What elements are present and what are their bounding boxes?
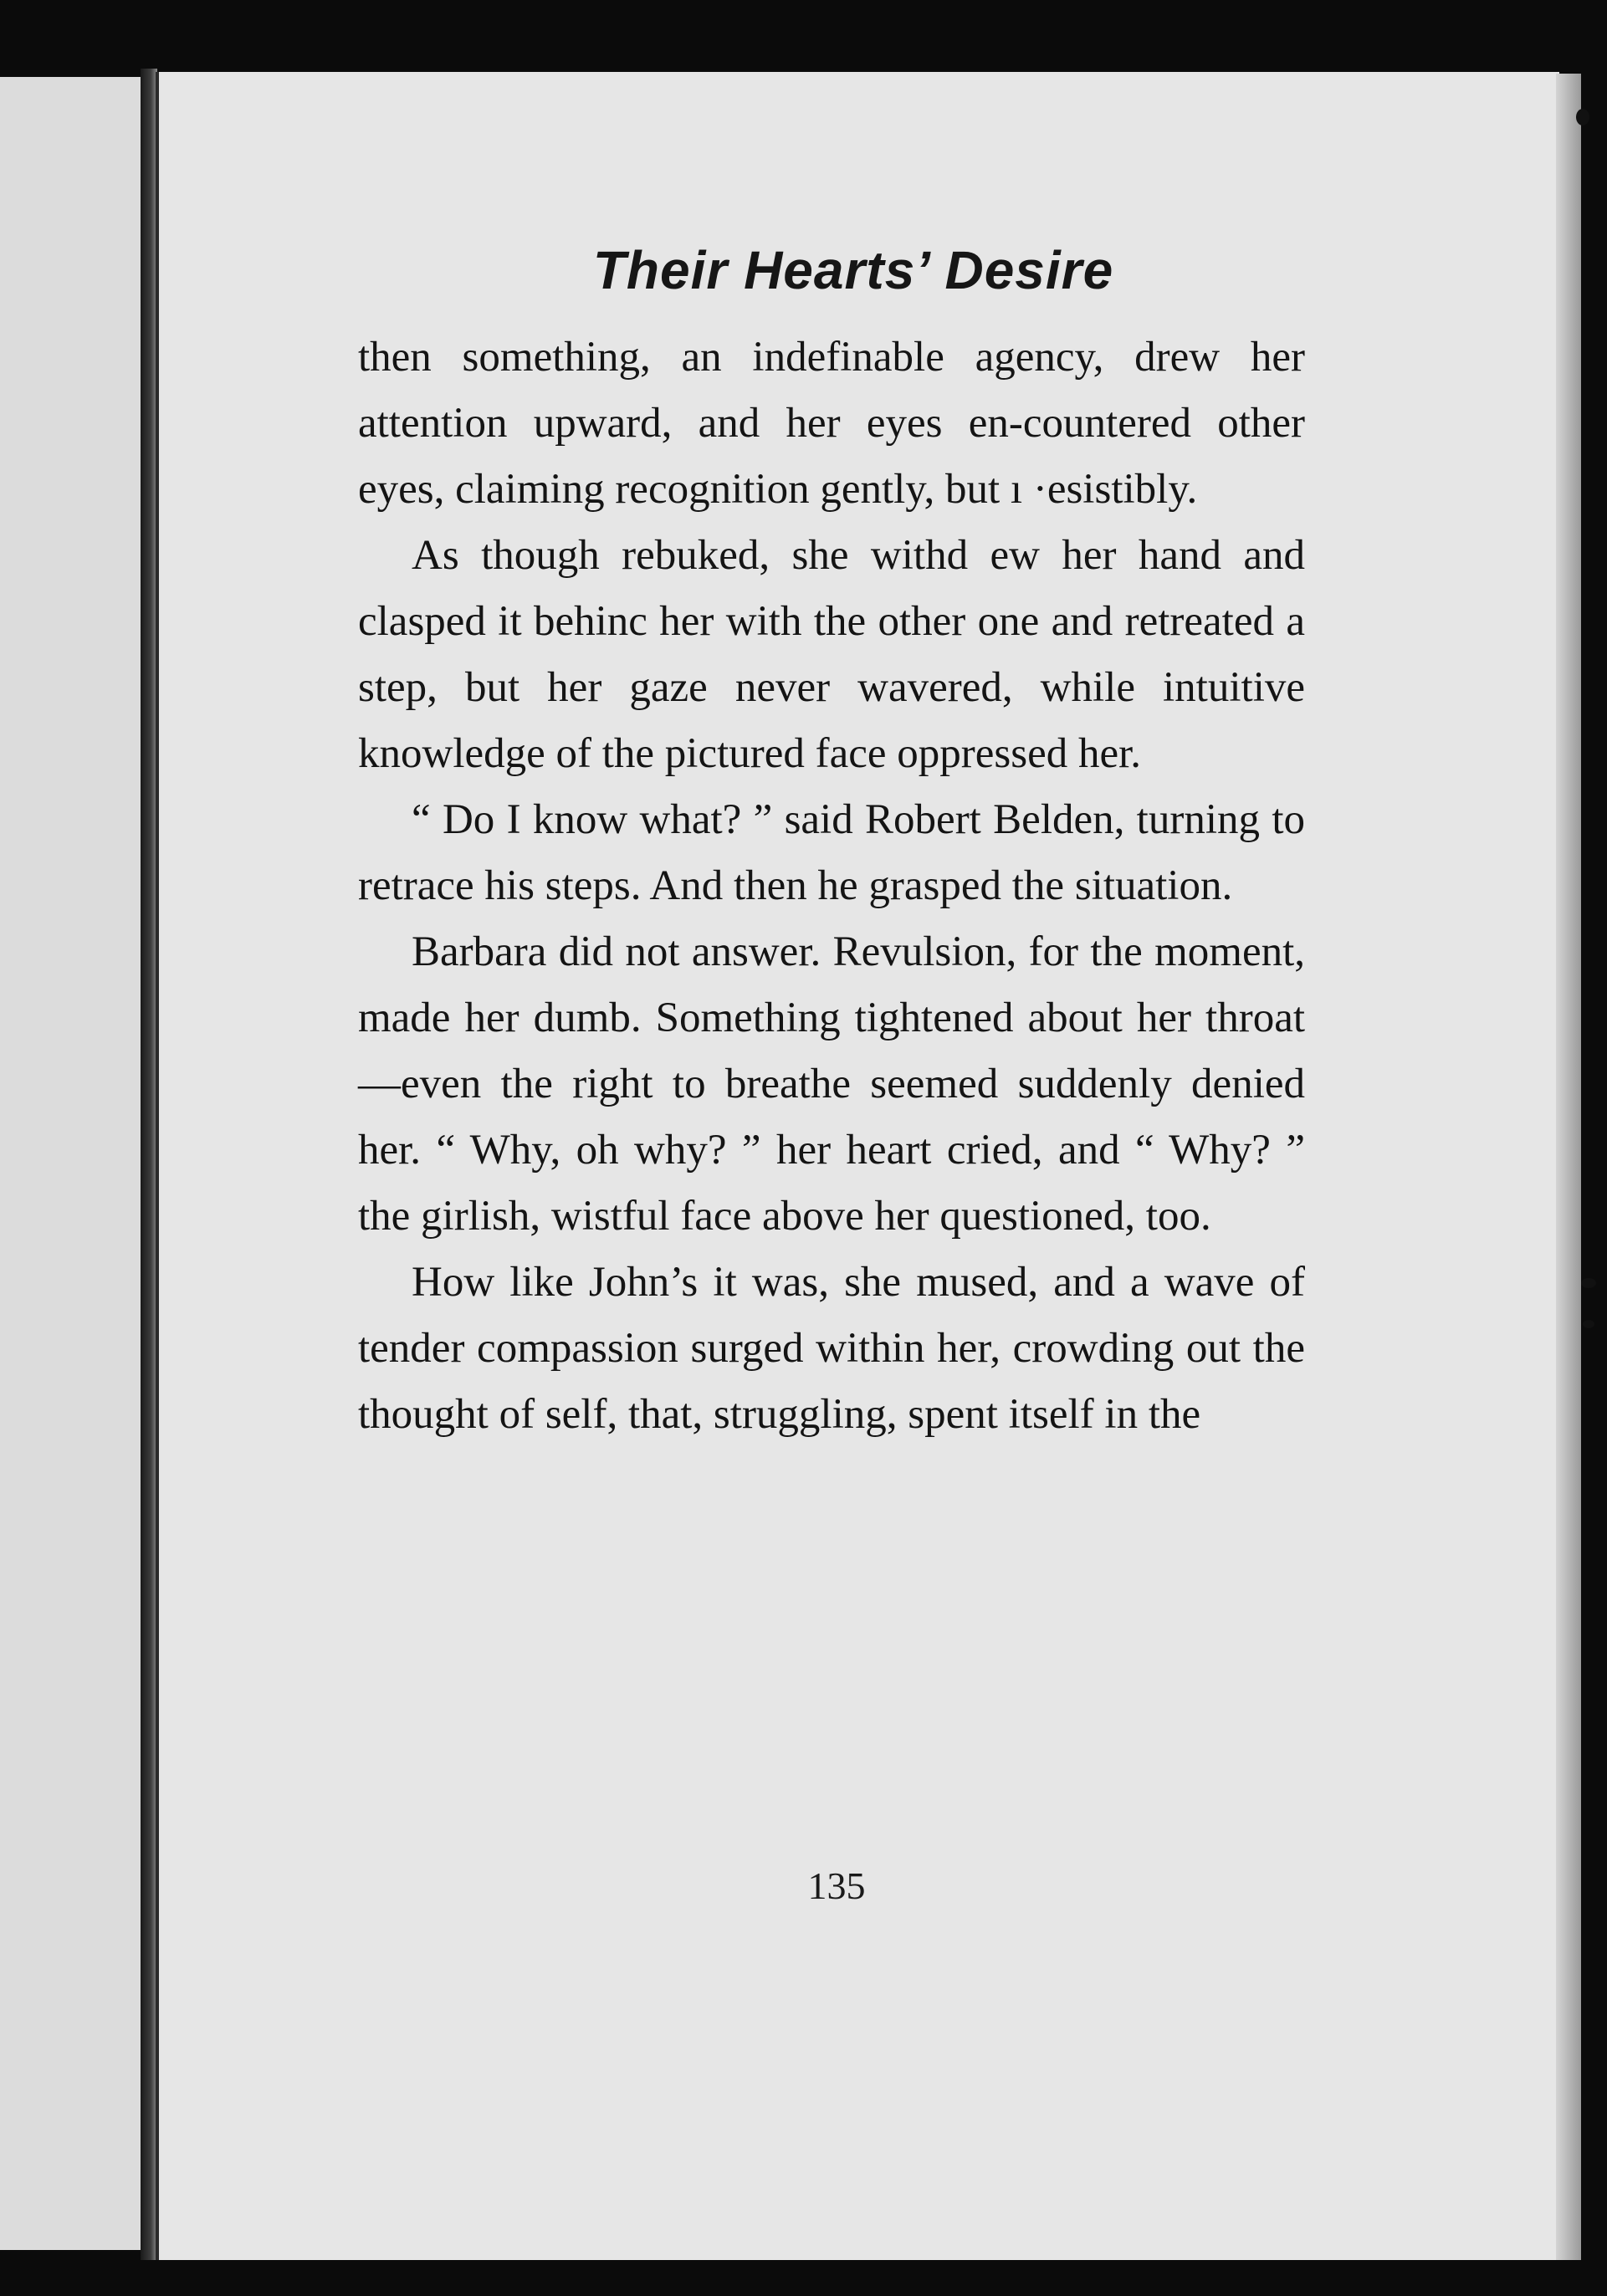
paragraph: Barbara did not answer. Revulsion, for the moment, made her dumb. Something tightened about her throat—even the right to breathe seemed suddenly denied her. “ Why, oh why? ” her heart cried, and “ Why? ” the girlish, wistful face above her questioned, too. xyxy=(358,928,1305,1240)
running-head: Their Hearts’ Desire xyxy=(592,240,1114,300)
page-edge-shadow xyxy=(1556,74,1581,2260)
facing-page-edge xyxy=(0,77,141,2250)
paragraph: As though rebuked, she withd ew her hand and clasped it behinc her with the other one and retreated a step, but her gaze never wavered, while intuitive knowledge of the pictured face oppressed her. xyxy=(358,532,1305,777)
dust-speck xyxy=(1576,109,1589,125)
dust-speck xyxy=(1581,1278,1596,1288)
paragraph: then something, an indefinable agency, drew her attention upward, and her eyes en-countered other eyes, claiming recognition gently, but ı ·esistibly. xyxy=(358,334,1305,513)
paragraph: How like John’s it was, she mused, and a wave of tender compassion surged within her, crowding out the thought of self, that, struggling, spent itself in the xyxy=(358,1259,1305,1438)
book-gutter xyxy=(141,69,157,2260)
body-text xyxy=(358,325,1305,1448)
dust-speck xyxy=(1583,1320,1594,1328)
page-number: 135 xyxy=(807,1864,866,1907)
paragraph: “ Do I know what? ” said Robert Belden, turning to retrace his steps. And then he grasped the situation. xyxy=(358,796,1305,909)
